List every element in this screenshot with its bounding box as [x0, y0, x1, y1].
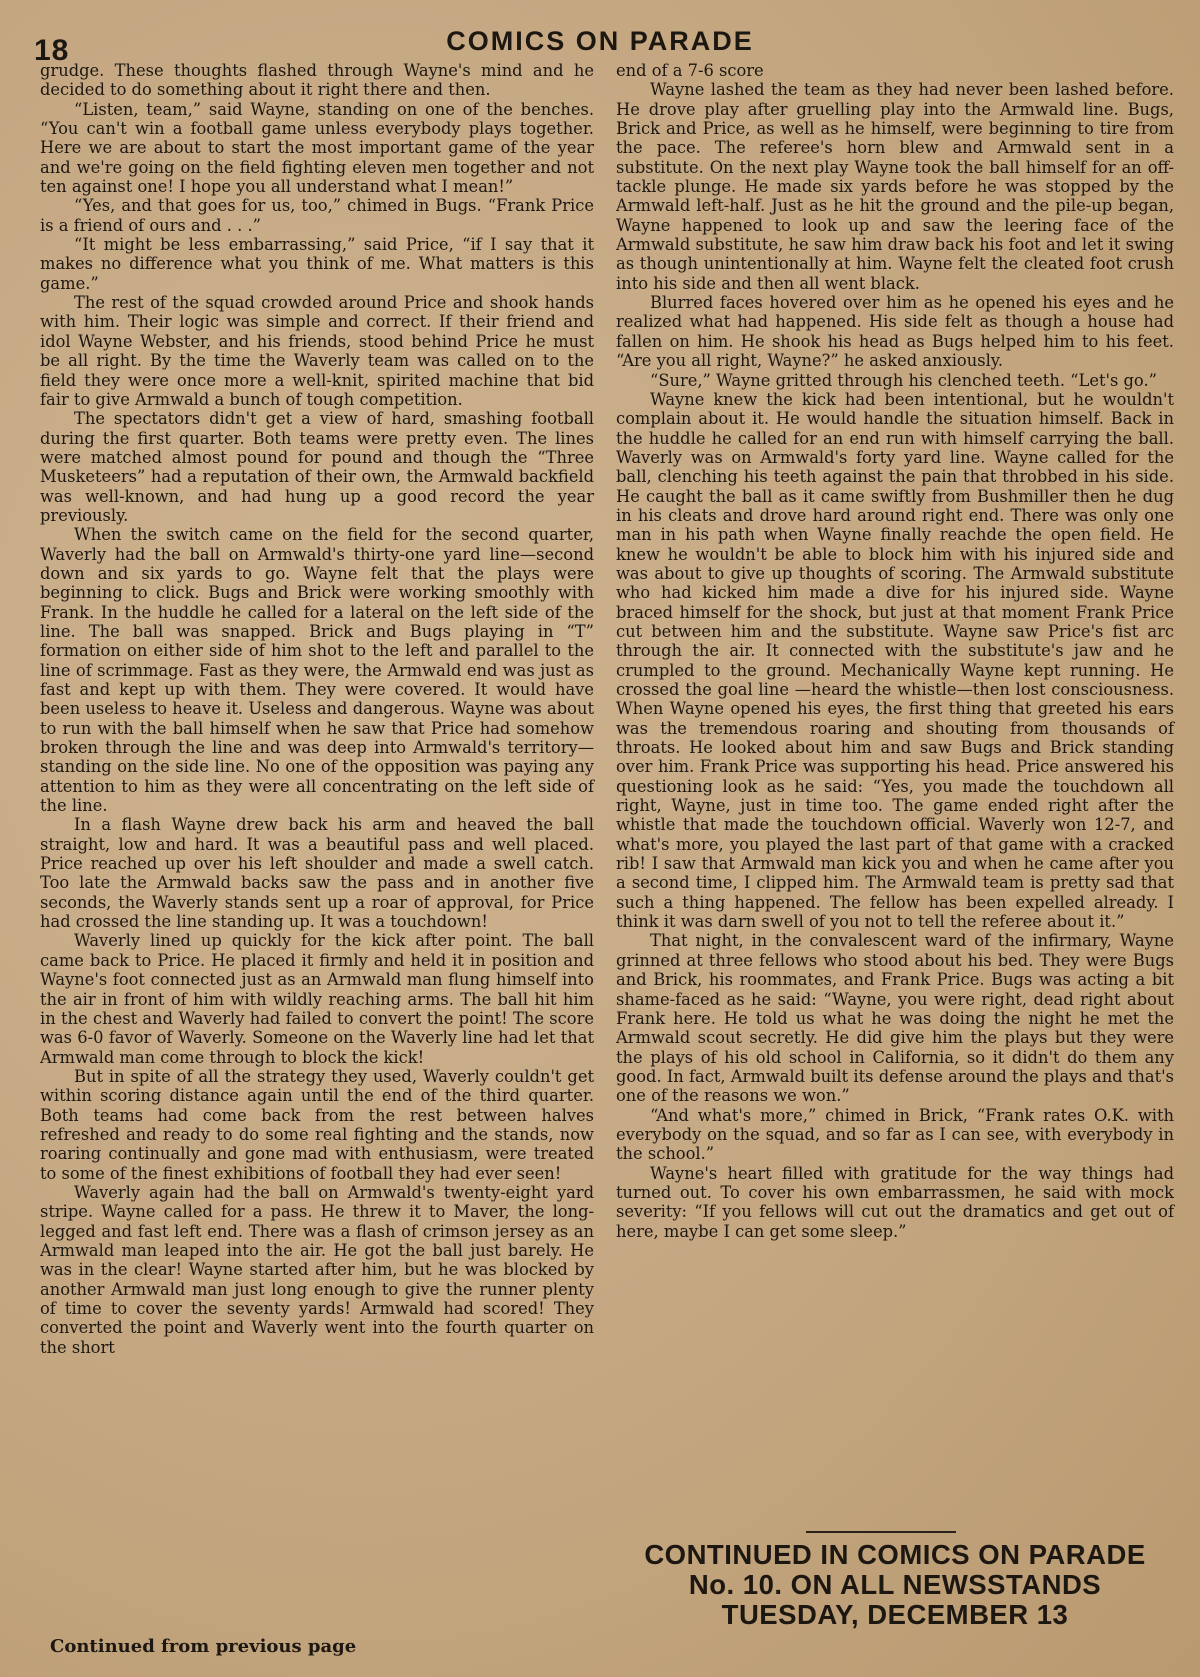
left-column: [40, 61, 594, 1357]
continued-line: No. 10. ON ALL NEWSSTANDS: [688, 1569, 1102, 1600]
running-head: COMICS ON PARADE: [446, 26, 754, 56]
continued-line: CONTINUED IN COMICS ON PARADE: [644, 1539, 1146, 1570]
divider-rule: [806, 1531, 956, 1533]
paragraph: The spectators didn't get a view of hard, smashing football during the first quarter. Both teams were pretty even. The lines were matched almost pound for pound and though the “Three Musketeers” had a reputation of their own, the Armwald backfield was well-known, and had hung up a good record the year previously.: [40, 409, 594, 525]
right-column: [616, 61, 1174, 1241]
paragraph: “Yes, and that goes for us, too,” chimed in Bugs. “Frank Price is a friend of ours and . . .”: [40, 196, 594, 235]
paragraph: “Listen, team,” said Wayne, standing on one of the benches. “You can't win a football game unless everybody plays together. Here we are about to start the most important game of the year and we're going on the field fighting eleven men together and not ten against one! I hope you all understand what I mean!”: [40, 99, 594, 197]
paragraph: Blurred faces hovered over him as he opened his eyes and he realized what had happened. His side felt as though a house had fallen on him. He shook his head as Bugs helped him to his feet. “Are you all right, Wayne?” he asked anxiously.: [616, 293, 1174, 371]
continued-line: TUESDAY, DECEMBER 13: [721, 1599, 1069, 1630]
paragraph: “Sure,” Wayne gritted through his clenched teeth. “Let's go.”: [650, 370, 1157, 390]
paragraph: “It might be less embarrassing,” said Price, “if I say that it makes no difference what you think of me. What matters is this game.”: [40, 235, 594, 293]
paragraph: Wayne lashed the team as they had never been lashed before. He drove play after gruelling play into the Armwald line. Bugs, Brick and Price, as well as he himself, were beginning to tire from the pace. The referee's horn blew and Armwald sent in a substitute. On the next play Wayne took the ball himself for an off-tackle plunge. He made six yards before he was stopped by the Armwald left-half. Just as he hit the ground and the pile-up began, Wayne happened to look up and saw the leering face of the Armwald substitute, he saw him draw back his foot and let it swing as though unintentionally at him. Wayne felt the cleated foot crush into his side and then all went black.: [616, 80, 1174, 293]
continued-from-note: Continued from previous page: [50, 1636, 357, 1657]
paragraph: The rest of the squad crowded around Price and shook hands with him. Their logic was simple and correct. If their friend and idol Wayne Webster, and his friends, stood behind Price he must be all right. By the time the Waverly team was called on to the field they were once more a well-knit, spirited machine that bid fair to give Armwald a bunch of tough competition.: [40, 293, 594, 409]
paragraph: Waverly again had the ball on Armwald's twenty-eight yard stripe. Wayne called for a pass. He threw it to Maver, the long-legged and fast left end. There was a flash of crimson jersey as an Armwald man leaped into the air. He got the ball just barely. He was in the clear! Wayne started after him, but he was blocked by another Armwald man just long enough to give the runner plenty of time to cover the seventy yards! Armwald had scored! They converted the point and Waverly went into the fourth quarter on the short: [40, 1182, 594, 1357]
paragraph: Wayne knew the kick had been intentional, but he wouldn't complain about it. He would handle the situation himself. Back in the huddle he called for an end run with himself carrying the ball. Waverly was on Armwald's forty yard line. Wayne called for the ball, clenching his teeth against the pain that throbbed in his side. He caught the ball as it came swiftly from Bushmiller then he dug in his cleats and drove hard around right end. There was only one man in his path when Wayne finally reachde the open field. He knew he wouldn't be able to block him with his injured side and was about to give up thoughts of scoring. The Armwald substitute who had kicked him made a dive for his injured side. Wayne braced himself for the shock, but just at that moment Frank Price cut between him and the substitute. Wayne saw Price's fist arc through the air. It connected with the substitute's jaw and he crumpled to the ground. Mechanically Wayne kept running. He crossed the goal line —heard the whistle—then lost consciousness. When Wayne opened his eyes, the first thing that greeted his ears was the tremendous roaring and shouting from thousands of throats. He looked about him and saw Bugs and Brick standing over him. Frank Price was supporting his head. Price answered his questioning look as he said: “Yes, you made the touchdown all right, Wayne, just in time too. The game ended right after the whistle that made the touchdown official. Waverly won 12-7, and what's more, you played the last part of that game with a cracked rib! I saw that Armwald man kick you and when he came after you a second time, I clipped him. The Armwald team is pretty sad that such a thing happened. The fellow has been expelled already. I think it was darn swell of you not to tell the referee about it.”: [616, 389, 1174, 932]
paragraph: That night, in the convalescent ward of the infirmary, Wayne grinned at three fellows who stood about his bed. They were Bugs and Brick, his roommates, and Frank Price. Bugs was acting a bit shame-faced as he said: “Wayne, you were right, dead right about Frank here. He told us what he was doing the night he met the Armwald scout secretly. He did give him the plays but they were the plays of his old school in California, so it didn't do them any good. In fact, Armwald built its defense around the plays and that's one of the reasons we won.”: [616, 931, 1174, 1106]
paragraph: But in spite of all the strategy they used, Waverly couldn't get within scoring distance again until the end of the third quarter. Both teams had come back from the rest between halves refreshed and ready to do some real fighting and the stands, now roaring continually and gone mad with enthusiasm, were treated to some of the finest exhibitions of football they had ever seen!: [40, 1066, 594, 1183]
paragraph: In a flash Wayne drew back his arm and heaved the ball straight, low and hard. It was a beautiful pass and well placed. Price reached up over his left shoulder and made a swell catch. Too late the Armwald backs saw the pass and in another five seconds, the Waverly stands sent up a roar of approval, for Price had crossed the line standing up. It was a touchdown!: [40, 815, 594, 932]
paragraph: Wayne's heart filled with gratitude for the way things had turned out. To cover his own embarrassmen, he said with mock severity: “If you fellows will cut out the dramatics and get out of here, maybe I can get some sleep.”: [616, 1163, 1174, 1241]
continued-notice: [610, 1540, 1180, 1630]
paragraph: grudge. These thoughts flashed through Wayne's mind and he decided to do something about it right there and then.: [40, 61, 594, 100]
paragraph: Waverly lined up quickly for the kick after point. The ball came back to Price. He placed it firmly and held it in position and Wayne's foot connected just as an Armwald man flung himself into the air in front of him with wildly reaching arms. The ball hit him in the chest and Waverly had failed to convert the point! The score was 6-0 favor of Waverly. Someone on the Waverly line had let that Armwald man come through to block the kick!: [40, 931, 594, 1067]
paragraph: end of a 7-6 score: [616, 61, 764, 80]
page-number: 18: [34, 34, 70, 67]
paragraph: When the switch came on the field for the second quarter, Waverly had the ball on Armwald's thirty-one yard line—second down and six yards to go. Wayne felt that the plays were beginning to click. Bugs and Brick were working smoothly with Frank. In the huddle he called for a lateral on the left side of the line. The ball was snapped. Brick and Bugs playing in “T” formation on either side of him shot to the left and parallel to the line of scrimmage. Fast as they were, the Armwald end was just as fast and kept up with them. They were covered. It would have been useless to heave it. Useless and dangerous. Wayne was about to run with the ball himself when he saw that Price had somehow broken through the line and was deep into Armwald's territory—standing on the side line. No one of the opposition was paying any attention to him as they were all concentrating on the left side of the line.: [40, 525, 594, 816]
paragraph: “And what's more,” chimed in Brick, “Frank rates O.K. with everybody on the squad, and so far as I can see, with everybody in the school.”: [616, 1105, 1174, 1164]
